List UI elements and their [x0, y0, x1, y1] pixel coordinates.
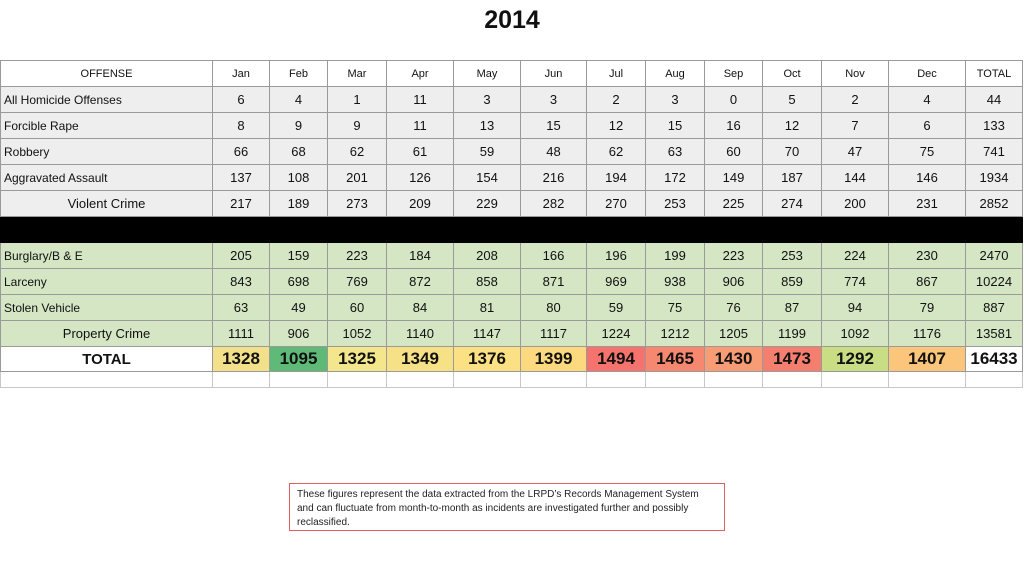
table-cell: 62 [328, 139, 387, 165]
table-cell: 1199 [763, 321, 822, 347]
table-cell: 194 [587, 165, 646, 191]
total-cell: 1399 [521, 347, 587, 372]
subtotal-label: Property Crime [1, 321, 213, 347]
header-cell: Dec [889, 61, 966, 87]
header-cell: Feb [270, 61, 328, 87]
header-cell: Oct [763, 61, 822, 87]
table-cell: 70 [763, 139, 822, 165]
header-cell: Jun [521, 61, 587, 87]
total-cell: 1407 [889, 347, 966, 372]
table-cell: 769 [328, 269, 387, 295]
table-cell: 47 [822, 139, 889, 165]
empty-cell [521, 372, 587, 388]
table-cell: 159 [270, 243, 328, 269]
table-cell: 858 [454, 269, 521, 295]
header-cell: Jan [213, 61, 270, 87]
table-cell: 154 [454, 165, 521, 191]
crime-statistics-table [0, 60, 1023, 388]
table-cell: 84 [387, 295, 454, 321]
table-cell: 1205 [705, 321, 763, 347]
table-cell: 189 [270, 191, 328, 217]
table-cell: 229 [454, 191, 521, 217]
table-cell: 1 [328, 87, 387, 113]
table-cell: 11 [387, 113, 454, 139]
table-cell: 273 [328, 191, 387, 217]
table-cell: 6 [213, 87, 270, 113]
empty-cell [763, 372, 822, 388]
table-cell: 68 [270, 139, 328, 165]
table-cell: 1092 [822, 321, 889, 347]
total-cell: 1325 [328, 347, 387, 372]
table-row [1, 87, 1023, 113]
table-cell: 63 [646, 139, 705, 165]
table-cell: 274 [763, 191, 822, 217]
table-cell: 87 [763, 295, 822, 321]
table-cell: 76 [705, 295, 763, 321]
header-cell: Apr [387, 61, 454, 87]
header-cell: Sep [705, 61, 763, 87]
total-cell: 1376 [454, 347, 521, 372]
total-cell: 1430 [705, 347, 763, 372]
table-cell: 2470 [966, 243, 1023, 269]
header-cell: Mar [328, 61, 387, 87]
property-crime-subtotal-row [1, 321, 1023, 347]
table-cell: 3 [521, 87, 587, 113]
table-cell: 66 [213, 139, 270, 165]
header-cell: May [454, 61, 521, 87]
total-cell: 1292 [822, 347, 889, 372]
table-cell: 126 [387, 165, 454, 191]
empty-cell [822, 372, 889, 388]
table-cell: 137 [213, 165, 270, 191]
data-disclaimer-note: These figures represent the data extracted from the LRPD’s Records Management System and can fluctuate from month-to-month as incidents are investigated further and possibly reclassified. [289, 483, 725, 531]
table-cell: 200 [822, 191, 889, 217]
empty-cell [1, 372, 213, 388]
separator-bar [1, 217, 1023, 243]
header-cell: Aug [646, 61, 705, 87]
table-cell: 230 [889, 243, 966, 269]
empty-cell [966, 372, 1023, 388]
total-cell: 1328 [213, 347, 270, 372]
table-cell: 79 [889, 295, 966, 321]
table-cell: 187 [763, 165, 822, 191]
table-cell: 12 [763, 113, 822, 139]
table-cell: 774 [822, 269, 889, 295]
table-cell: 149 [705, 165, 763, 191]
table-cell: 282 [521, 191, 587, 217]
empty-cell [889, 372, 966, 388]
table-cell: 63 [213, 295, 270, 321]
table-cell: 887 [966, 295, 1023, 321]
row-label: Stolen Vehicle [1, 295, 213, 321]
empty-cell [454, 372, 521, 388]
table-cell: 184 [387, 243, 454, 269]
table-header-row [1, 61, 1023, 87]
total-cell: 1349 [387, 347, 454, 372]
row-label: All Homicide Offenses [1, 87, 213, 113]
table-cell: 741 [966, 139, 1023, 165]
table-cell: 166 [521, 243, 587, 269]
table-cell: 12 [587, 113, 646, 139]
table-cell: 9 [270, 113, 328, 139]
empty-cell [587, 372, 646, 388]
table-row [1, 269, 1023, 295]
table-cell: 253 [763, 243, 822, 269]
table-cell: 872 [387, 269, 454, 295]
table-cell: 11 [387, 87, 454, 113]
table-cell: 5 [763, 87, 822, 113]
table-cell: 146 [889, 165, 966, 191]
header-cell: Jul [587, 61, 646, 87]
empty-cell [705, 372, 763, 388]
table-cell: 8 [213, 113, 270, 139]
total-cell: 16433 [966, 347, 1023, 372]
table-cell: 94 [822, 295, 889, 321]
table-cell: 253 [646, 191, 705, 217]
table-cell: 209 [387, 191, 454, 217]
table-cell: 1176 [889, 321, 966, 347]
table-cell: 208 [454, 243, 521, 269]
table-cell: 871 [521, 269, 587, 295]
grand-total-row [1, 347, 1023, 372]
table-cell: 1934 [966, 165, 1023, 191]
table-cell: 217 [213, 191, 270, 217]
table-cell: 867 [889, 269, 966, 295]
row-label: Forcible Rape [1, 113, 213, 139]
table-cell: 1224 [587, 321, 646, 347]
table-cell: 108 [270, 165, 328, 191]
page-title: 2014 [484, 6, 540, 34]
table-cell: 44 [966, 87, 1023, 113]
empty-cell [646, 372, 705, 388]
subtotal-label: Violent Crime [1, 191, 213, 217]
total-cell: 1494 [587, 347, 646, 372]
table-cell: 906 [270, 321, 328, 347]
table-cell: 61 [387, 139, 454, 165]
total-label: TOTAL [1, 347, 213, 372]
table-cell: 60 [705, 139, 763, 165]
table-cell: 2 [822, 87, 889, 113]
table-cell: 75 [889, 139, 966, 165]
table-cell: 223 [328, 243, 387, 269]
empty-row [1, 372, 1023, 388]
table-cell: 15 [646, 113, 705, 139]
table-cell: 81 [454, 295, 521, 321]
empty-cell [213, 372, 270, 388]
header-cell: TOTAL [966, 61, 1023, 87]
empty-cell [270, 372, 328, 388]
table-cell: 199 [646, 243, 705, 269]
row-label: Robbery [1, 139, 213, 165]
table-cell: 59 [454, 139, 521, 165]
table-cell: 133 [966, 113, 1023, 139]
table-cell: 3 [646, 87, 705, 113]
table-cell: 9 [328, 113, 387, 139]
section-separator [1, 217, 1023, 243]
table-cell: 698 [270, 269, 328, 295]
table-cell: 7 [822, 113, 889, 139]
table-cell: 1140 [387, 321, 454, 347]
table-cell: 59 [587, 295, 646, 321]
table-cell: 223 [705, 243, 763, 269]
table-row [1, 295, 1023, 321]
table-cell: 75 [646, 295, 705, 321]
table-cell: 1111 [213, 321, 270, 347]
total-cell: 1095 [270, 347, 328, 372]
table-cell: 938 [646, 269, 705, 295]
table-cell: 224 [822, 243, 889, 269]
table-cell: 13581 [966, 321, 1023, 347]
table-cell: 13 [454, 113, 521, 139]
table-cell: 2852 [966, 191, 1023, 217]
table-cell: 49 [270, 295, 328, 321]
table-cell: 80 [521, 295, 587, 321]
table-cell: 144 [822, 165, 889, 191]
header-cell: Nov [822, 61, 889, 87]
table-cell: 1212 [646, 321, 705, 347]
table-cell: 60 [328, 295, 387, 321]
row-label: Aggravated Assault [1, 165, 213, 191]
table-cell: 1147 [454, 321, 521, 347]
row-label: Larceny [1, 269, 213, 295]
table-cell: 216 [521, 165, 587, 191]
header-cell: OFFENSE [1, 61, 213, 87]
table-cell: 906 [705, 269, 763, 295]
table-cell: 16 [705, 113, 763, 139]
table-cell: 1052 [328, 321, 387, 347]
table-cell: 172 [646, 165, 705, 191]
table-cell: 859 [763, 269, 822, 295]
table-cell: 843 [213, 269, 270, 295]
table-cell: 3 [454, 87, 521, 113]
table-cell: 10224 [966, 269, 1023, 295]
table-cell: 2 [587, 87, 646, 113]
table-cell: 0 [705, 87, 763, 113]
table-cell: 4 [270, 87, 328, 113]
table-cell: 4 [889, 87, 966, 113]
table-cell: 225 [705, 191, 763, 217]
empty-cell [328, 372, 387, 388]
table-row [1, 243, 1023, 269]
total-cell: 1465 [646, 347, 705, 372]
table-cell: 15 [521, 113, 587, 139]
table-row [1, 113, 1023, 139]
table-row [1, 139, 1023, 165]
table-cell: 48 [521, 139, 587, 165]
table-cell: 270 [587, 191, 646, 217]
table-cell: 6 [889, 113, 966, 139]
table-cell: 969 [587, 269, 646, 295]
table-cell: 196 [587, 243, 646, 269]
total-cell: 1473 [763, 347, 822, 372]
table-cell: 1117 [521, 321, 587, 347]
table-cell: 205 [213, 243, 270, 269]
violent-crime-subtotal-row [1, 191, 1023, 217]
table-cell: 201 [328, 165, 387, 191]
empty-cell [387, 372, 454, 388]
table-row [1, 165, 1023, 191]
table-cell: 231 [889, 191, 966, 217]
table-cell: 62 [587, 139, 646, 165]
row-label: Burglary/B & E [1, 243, 213, 269]
